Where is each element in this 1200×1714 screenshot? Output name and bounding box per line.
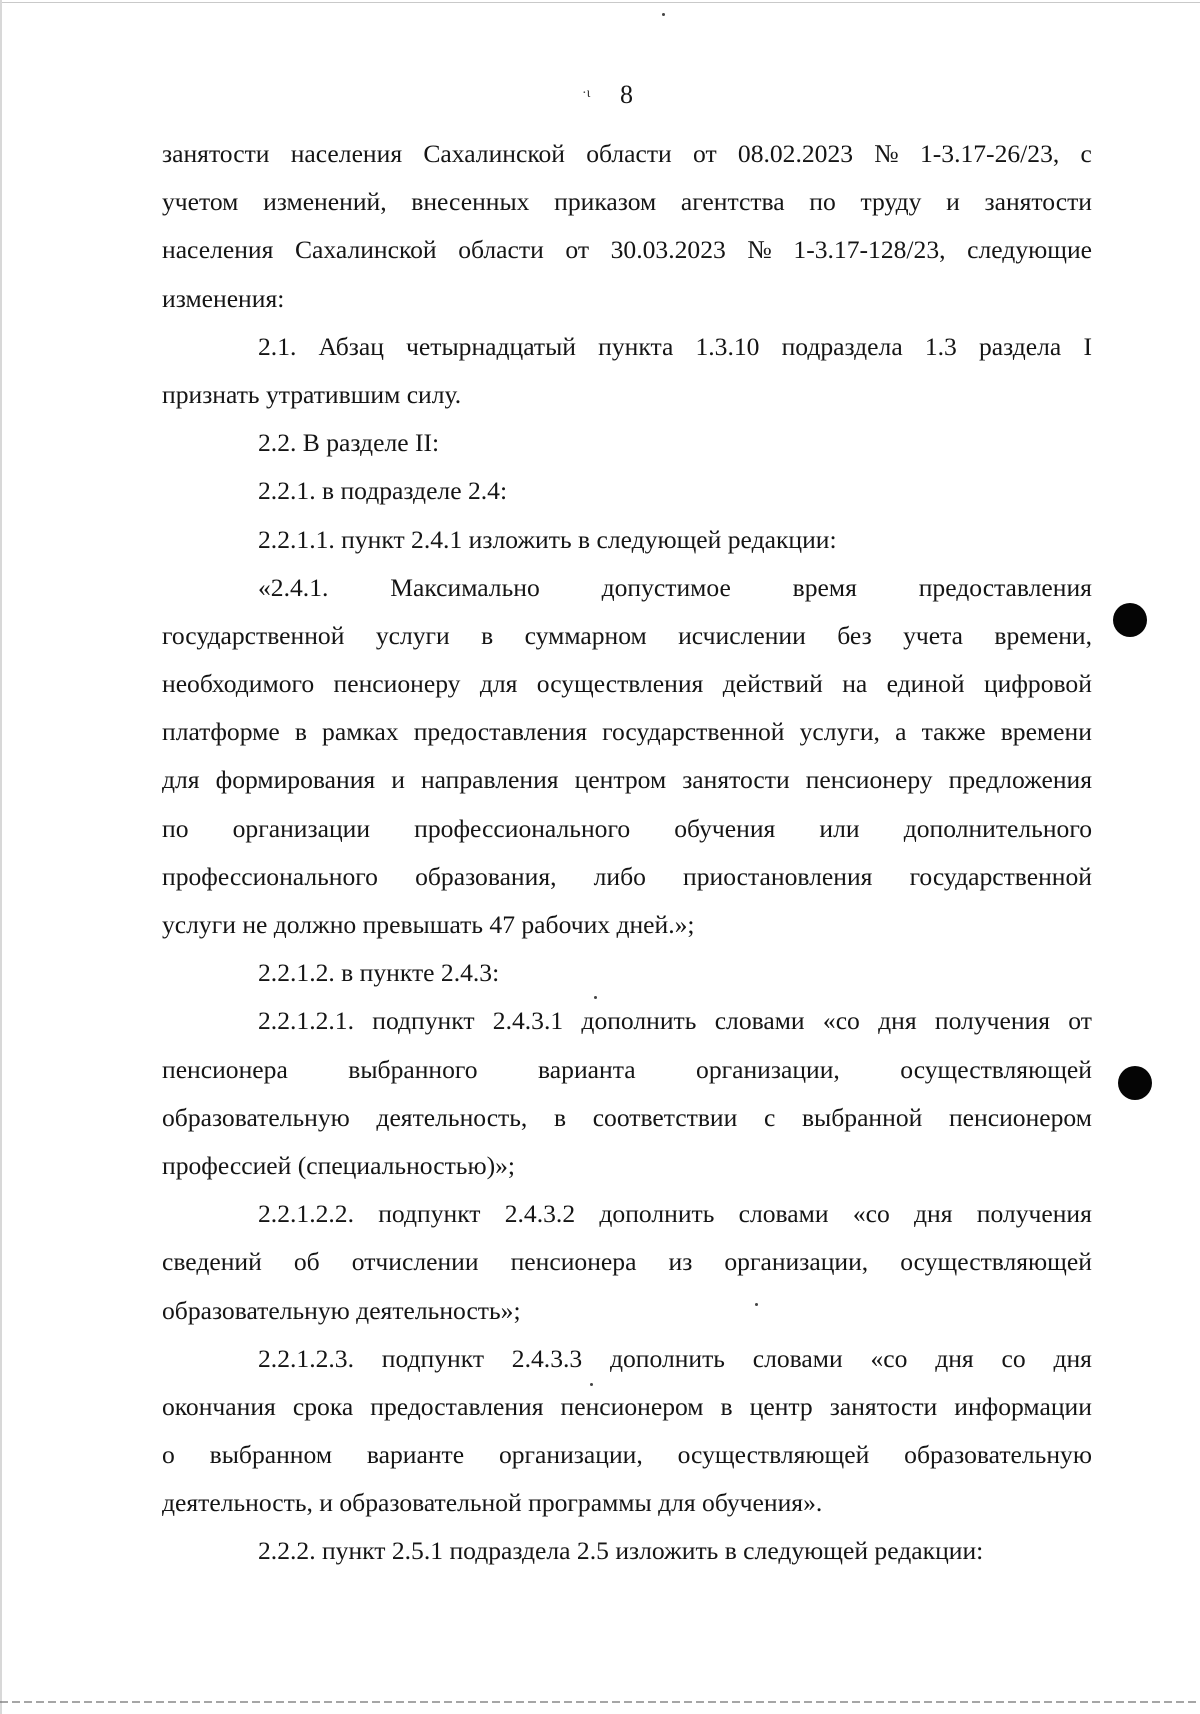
text-word: для — [479, 669, 518, 699]
text-word: направления — [420, 765, 559, 795]
text-line — [162, 756, 1092, 804]
text-word: словами — [752, 1343, 843, 1373]
text-line — [162, 1383, 1092, 1431]
text-word: труду — [860, 187, 922, 217]
text-word: подпункт — [381, 1343, 485, 1373]
punch-hole-mark — [1113, 603, 1147, 637]
text-word: занятости — [829, 1391, 938, 1421]
text-word: в — [481, 620, 494, 650]
text-word: исчислении — [678, 620, 806, 650]
text-word: от — [1068, 1006, 1092, 1036]
text-word: от — [565, 235, 590, 265]
text-word: с — [763, 1102, 776, 1132]
page-number: 8 — [620, 80, 634, 109]
text-word: пенсионеру — [805, 765, 933, 795]
text-word: 1.3 — [924, 331, 957, 361]
punch-hole-mark — [1118, 1066, 1152, 1100]
text-word: осуществляющей — [900, 1054, 1092, 1084]
text-word: в — [553, 1102, 567, 1132]
text-word: профессионального — [162, 861, 378, 891]
text-line — [162, 226, 1092, 274]
text-word: суммарном — [524, 620, 647, 650]
text-word: области — [586, 139, 672, 168]
text-word: организации, — [724, 1247, 869, 1277]
text-word: без — [837, 620, 872, 650]
scan-speck — [662, 13, 665, 16]
text-word: дня — [914, 1199, 953, 1229]
text-word: осуществляющей — [677, 1440, 870, 1470]
text-word: пенсионером — [560, 1391, 704, 1421]
text-word: учетом — [162, 187, 239, 217]
text-word: со — [1001, 1343, 1026, 1373]
text-line — [162, 564, 1092, 612]
text-word: Максимально — [390, 572, 540, 602]
text-word: соответствии — [592, 1102, 738, 1132]
text-word: действий — [722, 669, 823, 699]
text-word: населения — [162, 235, 274, 265]
text-word: следующие — [967, 235, 1092, 265]
text-word: деятельность, — [376, 1102, 528, 1132]
text-word: формирования — [215, 765, 376, 795]
text-word: № — [747, 235, 772, 265]
text-line — [162, 853, 1092, 901]
text-word: приказом — [554, 187, 657, 217]
text-word: осуществляющей — [900, 1247, 1092, 1277]
text-word: дополнительного — [903, 813, 1092, 843]
text-word: 1-3.17-128/23, — [793, 235, 946, 265]
text-word: I — [1083, 331, 1092, 361]
scan-speck — [590, 1383, 593, 1386]
text-word: получения — [976, 1199, 1092, 1229]
text-word: от — [693, 139, 717, 168]
scan-edge-bottom — [0, 1701, 1200, 1703]
text-word: пенсионера — [162, 1054, 288, 1084]
text-word: 2.4.3.2 — [504, 1199, 576, 1229]
text-word: внесенных — [411, 187, 530, 217]
text-word: образования, — [415, 861, 557, 891]
text-word: словами — [738, 1199, 829, 1229]
text-word: и — [391, 765, 405, 795]
text-line: образовательную деятельность»; — [162, 1295, 521, 1325]
text-word: четырнадцатый — [406, 331, 577, 361]
text-word: окончания — [162, 1391, 276, 1421]
text-word: № — [874, 139, 899, 168]
text-line — [162, 130, 1092, 178]
text-word: государственной — [162, 620, 345, 650]
text-word: изменений, — [263, 187, 387, 217]
text-word: платформе — [162, 717, 280, 747]
text-word: Сахалинской — [423, 139, 565, 168]
text-line — [162, 612, 1092, 660]
text-word: предоставления — [370, 1391, 544, 1421]
text-word: обучения — [674, 813, 776, 843]
text-word: времени, — [994, 620, 1092, 650]
text-word: отчислении — [351, 1247, 479, 1277]
text-word: единой — [886, 669, 965, 699]
text-line: 2.2. В разделе II: — [258, 428, 440, 458]
text-word: 08.02.2023 — [737, 139, 854, 168]
text-line — [162, 323, 1092, 371]
text-word: агентства — [680, 187, 785, 217]
text-word: дополнить — [599, 1199, 715, 1229]
text-word: с — [1080, 139, 1092, 168]
text-word: в — [720, 1391, 733, 1421]
text-word: дополнить — [581, 1006, 697, 1036]
text-line: 2.2.1.1. пункт 2.4.1 изложить в следующей редакции: — [258, 524, 837, 554]
text-word: подпункт — [372, 1006, 475, 1036]
text-line — [162, 708, 1092, 756]
text-line: признать утратившим силу. — [162, 379, 462, 409]
text-word: приостановления — [683, 861, 873, 891]
text-word: по — [162, 813, 189, 843]
text-word: варианте — [366, 1440, 465, 1470]
scan-speck — [594, 996, 597, 999]
text-word: для — [162, 765, 200, 795]
text-word: подраздела — [781, 331, 903, 361]
text-line — [162, 805, 1092, 853]
text-line — [162, 1046, 1092, 1094]
text-word: занятости — [682, 765, 790, 795]
text-word: «со — [822, 1006, 860, 1036]
text-word: или — [819, 813, 860, 843]
text-line — [162, 1094, 1092, 1142]
text-word: услуги, — [799, 717, 880, 747]
text-line — [162, 660, 1092, 708]
text-line: 2.2.1. в подразделе 2.4: — [258, 476, 508, 506]
text-line — [162, 1335, 1092, 1383]
text-word: варианта — [538, 1054, 636, 1084]
text-word: «2.4.1. — [258, 572, 329, 602]
text-word: о — [162, 1440, 175, 1470]
text-word: населения — [290, 139, 403, 168]
text-word: Сахалинской — [294, 235, 437, 265]
text-line — [162, 1431, 1092, 1479]
text-word: организации — [232, 813, 371, 843]
text-word: времени — [1000, 717, 1092, 747]
text-word: пенсионеру — [333, 669, 461, 699]
text-line: изменения: — [162, 283, 285, 313]
document-body — [162, 130, 1092, 1576]
text-word: 2.2.1.2.1. — [258, 1006, 354, 1036]
text-line: деятельность, и образовательной программы для обучения». — [162, 1488, 823, 1518]
text-word: 30.03.2023 — [610, 235, 726, 265]
corner-mark: ·ι — [582, 86, 591, 101]
text-word: 2.1. — [258, 331, 297, 361]
text-line: профессией (специальностью)»; — [162, 1150, 516, 1180]
text-word: центром — [574, 765, 667, 795]
text-word: дня — [1053, 1343, 1092, 1373]
text-word: пункта — [598, 331, 674, 361]
text-line: 2.2.2. пункт 2.5.1 подраздела 2.5 изложить в следующей редакции: — [258, 1536, 984, 1566]
text-word: по — [809, 187, 836, 217]
text-word: профессионального — [414, 813, 631, 843]
text-word: услуги — [375, 620, 450, 650]
text-word: необходимого — [162, 669, 315, 699]
text-word: из — [668, 1247, 693, 1277]
text-word: сведений — [162, 1247, 262, 1277]
text-word: в — [294, 717, 307, 747]
text-word: выбранном — [209, 1440, 333, 1470]
text-word: выбранного — [348, 1054, 478, 1084]
text-word: занятости — [984, 187, 1092, 217]
text-word: 2.2.1.2.3. — [258, 1343, 354, 1373]
text-line: 2.2.1.2. в пункте 2.4.3: — [258, 958, 500, 988]
text-word: «со — [870, 1343, 908, 1373]
text-word: дополнить — [609, 1343, 725, 1373]
text-word: цифровой — [983, 669, 1092, 699]
text-word: время — [792, 572, 857, 602]
scan-edge-left — [0, 0, 2, 1714]
text-word: предоставления — [918, 572, 1092, 602]
text-word: образовательную — [162, 1102, 350, 1132]
text-line — [162, 1238, 1092, 1286]
text-line — [162, 178, 1092, 226]
text-word: а — [895, 717, 907, 747]
text-word: допустимое — [601, 572, 731, 602]
scan-speck — [755, 1303, 758, 1306]
text-word: «со — [852, 1199, 890, 1229]
text-word: 2.2.1.2.2. — [258, 1199, 354, 1229]
text-word: выбранной — [801, 1102, 923, 1132]
text-word: центр — [749, 1391, 813, 1421]
text-word: дня — [935, 1343, 974, 1373]
text-word: рамках — [322, 717, 399, 747]
text-line: услуги не должно превышать 47 рабочих дней.»; — [162, 910, 695, 939]
text-word: 1-3.17-26/23, — [919, 139, 1060, 168]
text-word: государственной — [602, 717, 785, 747]
text-word: 2.4.3.3 — [511, 1343, 583, 1373]
text-word: об — [293, 1247, 320, 1277]
text-word: предоставления — [413, 717, 587, 747]
text-word: либо — [593, 861, 646, 891]
text-word: подпункт — [378, 1199, 481, 1229]
text-word: также — [921, 717, 986, 747]
text-word: и — [946, 187, 960, 217]
text-word: словами — [714, 1006, 805, 1036]
text-word: учета — [903, 620, 963, 650]
text-word: дня — [878, 1006, 917, 1036]
text-word: на — [842, 669, 868, 699]
text-word: Абзац — [318, 331, 384, 361]
text-word: пенсионера — [510, 1247, 637, 1277]
text-word: образовательную — [904, 1440, 1092, 1470]
text-word: 2.4.3.1 — [492, 1006, 564, 1036]
text-word: государственной — [909, 861, 1092, 891]
text-word: получения — [934, 1006, 1051, 1036]
text-word: предложения — [948, 765, 1092, 795]
text-line — [162, 997, 1092, 1045]
text-word: раздела — [978, 331, 1062, 361]
scan-edge-top — [0, 2, 1200, 3]
text-word: организации, — [696, 1054, 840, 1084]
text-word: информации — [954, 1391, 1092, 1421]
text-word: срока — [292, 1391, 354, 1421]
text-word: пенсионером — [948, 1102, 1092, 1132]
text-word: занятости — [162, 139, 270, 168]
text-word: области — [458, 235, 544, 265]
text-word: осуществления — [536, 669, 704, 699]
text-word: организации, — [498, 1440, 643, 1470]
text-word: 1.3.10 — [695, 331, 760, 361]
text-line — [162, 1190, 1092, 1238]
